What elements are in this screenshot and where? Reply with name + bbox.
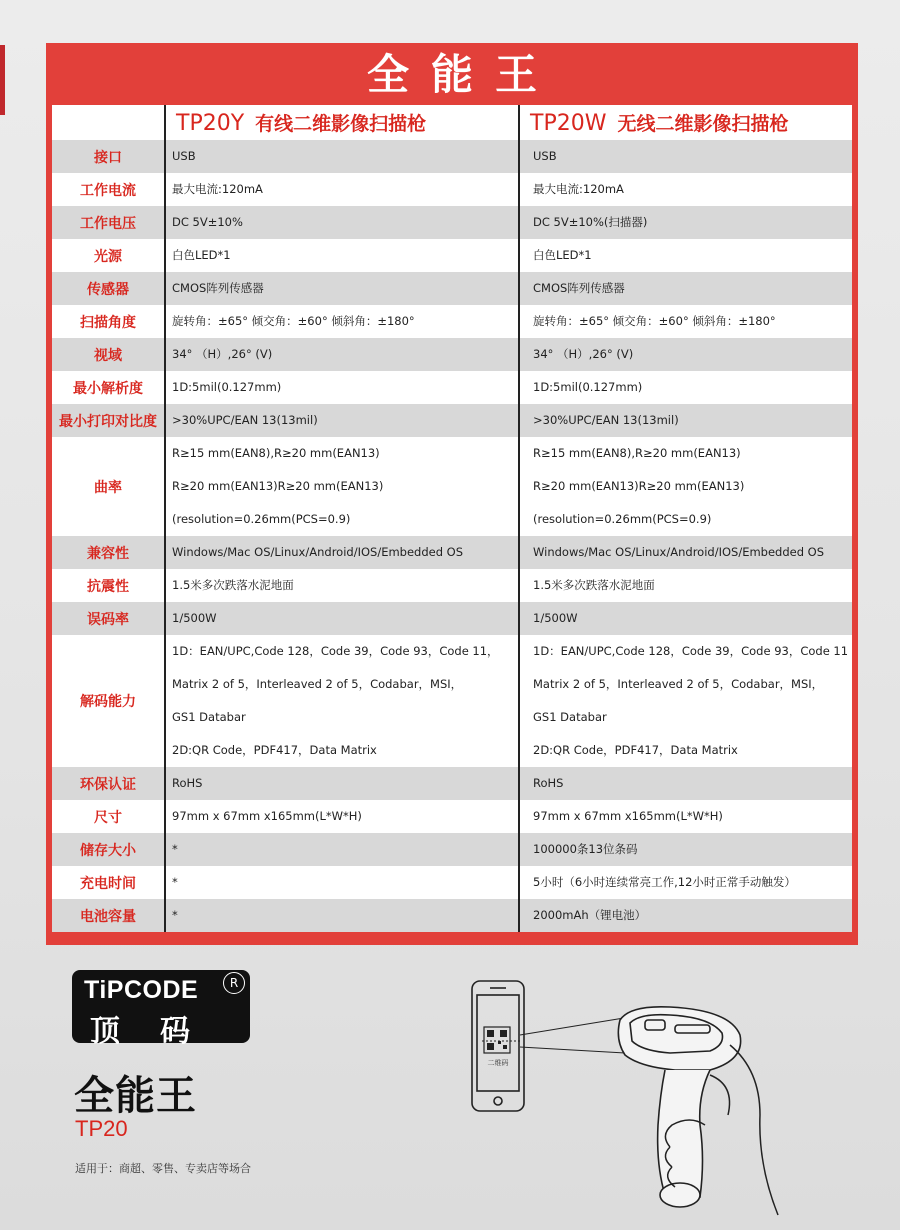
model-header-wireless bbox=[519, 105, 852, 140]
spec-value-wireless bbox=[519, 437, 852, 536]
spec-value-line: 1.5米多次跌落水泥地面 bbox=[172, 578, 294, 592]
spec-label: 抗震性 bbox=[52, 569, 165, 602]
spec-value-wireless bbox=[519, 239, 852, 272]
spec-value-line: RoHS bbox=[533, 776, 564, 790]
spec-value-line: 1D:5mil(0.127mm) bbox=[172, 380, 282, 394]
spec-label: 最小打印对比度 bbox=[52, 404, 165, 437]
spec-value-line: 5小时（6小时连续常亮工作,12小时正常手动触发） bbox=[533, 875, 796, 889]
spec-value-line: DC 5V±10%(扫描器) bbox=[533, 215, 648, 229]
spec-label: 传感器 bbox=[52, 272, 165, 305]
model-header-wired bbox=[165, 105, 519, 140]
spec-value-line: GS1 Databar bbox=[172, 710, 246, 724]
spec-value-line: 1D：EAN/UPC,Code 128，Code 39，Code 93，Code 11， bbox=[172, 644, 499, 658]
product-model: TP20 bbox=[75, 1116, 128, 1141]
spec-row bbox=[52, 140, 852, 173]
spec-row bbox=[52, 536, 852, 569]
spec-value-line: CMOS阵列传感器 bbox=[172, 281, 264, 295]
spec-label: 最小解析度 bbox=[52, 371, 165, 404]
spec-value-wireless bbox=[519, 800, 852, 833]
spec-value-wired bbox=[165, 173, 519, 206]
spec-value-line: CMOS阵列传感器 bbox=[533, 281, 625, 295]
spec-value-line: 白色LED*1 bbox=[533, 248, 592, 262]
spec-value-wireless bbox=[519, 371, 852, 404]
spec-value-line: Matrix 2 of 5，Interleaved 2 of 5，Codabar，MSI， bbox=[533, 677, 824, 691]
spec-value-line: 1/500W bbox=[172, 611, 217, 625]
barcode-scanner-icon bbox=[618, 1007, 740, 1207]
model-name: 有线二维影像扫描枪 bbox=[255, 113, 427, 135]
spec-value-wireless bbox=[519, 635, 852, 767]
spec-value-wired bbox=[165, 338, 519, 371]
spec-label: 环保认证 bbox=[52, 767, 165, 800]
spec-label: 工作电压 bbox=[52, 206, 165, 239]
spec-value-wired bbox=[165, 272, 519, 305]
spec-value-line: R≥15 mm(EAN8),R≥20 mm(EAN13) bbox=[172, 446, 380, 460]
spec-label: 解码能力 bbox=[52, 635, 165, 767]
spec-label: 尺寸 bbox=[52, 800, 165, 833]
spec-label: 电池容量 bbox=[52, 899, 165, 932]
spec-value-line: 1.5米多次跌落水泥地面 bbox=[533, 578, 655, 592]
spec-value-line: USB bbox=[172, 149, 196, 163]
model-code: TP20W bbox=[530, 111, 607, 136]
spec-row bbox=[52, 635, 852, 767]
spec-value-line: 34° （H）,26° (V) bbox=[172, 347, 273, 361]
registered-mark: R bbox=[223, 972, 245, 994]
spec-row bbox=[52, 767, 852, 800]
spec-row bbox=[52, 272, 852, 305]
spec-value-line: 旋转角：±65° 倾交角：±60° 倾斜角：±180° bbox=[533, 314, 776, 328]
spec-value-line: 97mm x 67mm x165mm(L*W*H) bbox=[533, 809, 723, 823]
spec-label: 工作电流 bbox=[52, 173, 165, 206]
panel-title: 全能王 bbox=[366, 50, 559, 99]
spec-value-line: R≥15 mm(EAN8),R≥20 mm(EAN13) bbox=[533, 446, 741, 460]
spec-value-wired bbox=[165, 635, 519, 767]
spec-value-line: Windows/Mac OS/Linux/Android/IOS/Embedded OS bbox=[533, 545, 825, 559]
phone-icon bbox=[472, 981, 524, 1111]
spec-value-wired bbox=[165, 833, 519, 866]
spec-value-wired bbox=[165, 371, 519, 404]
spec-value-wired bbox=[165, 206, 519, 239]
spec-value-line: 2D:QR Code，PDF417，Data Matrix bbox=[533, 743, 738, 757]
spec-value-wireless bbox=[519, 833, 852, 866]
qr-caption: 二维码 bbox=[487, 1059, 509, 1067]
model-code: TP20Y bbox=[176, 111, 245, 136]
spec-value-wireless bbox=[519, 767, 852, 800]
spec-value-wireless bbox=[519, 173, 852, 206]
spec-value-line: >30%UPC/EAN 13(13mil) bbox=[533, 413, 679, 427]
spec-value-line: * bbox=[172, 908, 178, 922]
spec-value-line: 2000mAh（锂电池） bbox=[533, 908, 647, 922]
spec-label: 储存大小 bbox=[52, 833, 165, 866]
spec-row bbox=[52, 602, 852, 635]
spec-value-line: 最大电流:120mA bbox=[172, 182, 263, 196]
spec-label: 视域 bbox=[52, 338, 165, 371]
spec-value-wired bbox=[165, 239, 519, 272]
spec-label: 光源 bbox=[52, 239, 165, 272]
spec-label: 扫描角度 bbox=[52, 305, 165, 338]
brand-logo-en: TiPCODE bbox=[84, 976, 199, 1004]
brand-logo-cn: 顶码 bbox=[90, 1014, 230, 1049]
spec-row bbox=[52, 833, 852, 866]
spec-value-line: Windows/Mac OS/Linux/Android/IOS/Embedded OS bbox=[172, 545, 464, 559]
spec-value-wireless bbox=[519, 206, 852, 239]
spec-value-line: Matrix 2 of 5，Interleaved 2 of 5，Codabar，MSI， bbox=[172, 677, 463, 691]
spec-row bbox=[52, 338, 852, 371]
spec-value-wireless bbox=[519, 338, 852, 371]
spec-value-wired bbox=[165, 866, 519, 899]
spec-value-wired bbox=[165, 536, 519, 569]
left-edge-accent bbox=[0, 45, 5, 115]
header-blank-cell bbox=[52, 105, 165, 140]
spec-row bbox=[52, 404, 852, 437]
product-title: 全能王 bbox=[74, 1073, 197, 1119]
spec-value-line: * bbox=[172, 875, 178, 889]
spec-value-wired bbox=[165, 602, 519, 635]
spec-value-wired bbox=[165, 800, 519, 833]
spec-row bbox=[52, 239, 852, 272]
spec-row bbox=[52, 305, 852, 338]
spec-row bbox=[52, 569, 852, 602]
usage-text: 适用于：商超、零售、专卖店等场合 bbox=[75, 1162, 251, 1175]
spec-value-wired bbox=[165, 767, 519, 800]
spec-value-wired bbox=[165, 569, 519, 602]
spec-row bbox=[52, 371, 852, 404]
spec-value-line: GS1 Databar bbox=[533, 710, 607, 724]
spec-value-line: 2D:QR Code，PDF417，Data Matrix bbox=[172, 743, 377, 757]
spec-value-wireless bbox=[519, 866, 852, 899]
spec-row bbox=[52, 899, 852, 932]
spec-label: 曲率 bbox=[52, 437, 165, 536]
spec-value-line: 1D:5mil(0.127mm) bbox=[533, 380, 643, 394]
spec-value-line: RoHS bbox=[172, 776, 203, 790]
spec-value-wireless bbox=[519, 899, 852, 932]
spec-value-wireless bbox=[519, 536, 852, 569]
spec-value-wired bbox=[165, 140, 519, 173]
spec-value-wired bbox=[165, 437, 519, 536]
spec-row bbox=[52, 866, 852, 899]
spec-value-line: >30%UPC/EAN 13(13mil) bbox=[172, 413, 318, 427]
model-header-row bbox=[52, 105, 852, 140]
spec-value-line: R≥20 mm(EAN13)R≥20 mm(EAN13) bbox=[172, 479, 384, 493]
spec-value-line: 1/500W bbox=[533, 611, 578, 625]
spec-value-line: (resolution=0.26mm(PCS=0.9) bbox=[172, 512, 351, 526]
spec-value-wireless bbox=[519, 140, 852, 173]
spec-table bbox=[52, 105, 852, 932]
spec-value-wired bbox=[165, 404, 519, 437]
spec-value-line: 1D：EAN/UPC,Code 128，Code 39，Code 93，Code 11 bbox=[533, 644, 849, 658]
spec-panel bbox=[46, 43, 858, 945]
spec-value-wireless bbox=[519, 569, 852, 602]
spec-row bbox=[52, 800, 852, 833]
spec-value-wireless bbox=[519, 602, 852, 635]
spec-value-line: 97mm x 67mm x165mm(L*W*H) bbox=[172, 809, 362, 823]
spec-value-line: USB bbox=[533, 149, 557, 163]
spec-value-wireless bbox=[519, 404, 852, 437]
spec-value-line: 100000条13位条码 bbox=[533, 842, 638, 856]
qr-code-icon bbox=[484, 1027, 510, 1053]
scanner-illustration bbox=[460, 975, 790, 1220]
spec-value-line: 白色LED*1 bbox=[172, 248, 231, 262]
spec-value-line: (resolution=0.26mm(PCS=0.9) bbox=[533, 512, 712, 526]
spec-value-wired bbox=[165, 899, 519, 932]
spec-value-wireless bbox=[519, 305, 852, 338]
spec-row bbox=[52, 437, 852, 536]
brand-logo bbox=[72, 970, 250, 1049]
spec-label: 误码率 bbox=[52, 602, 165, 635]
spec-value-wired bbox=[165, 305, 519, 338]
spec-value-line: 最大电流:120mA bbox=[533, 182, 624, 196]
spec-value-line: 34° （H）,26° (V) bbox=[533, 347, 634, 361]
spec-label: 充电时间 bbox=[52, 866, 165, 899]
spec-row bbox=[52, 173, 852, 206]
spec-value-line: 旋转角：±65° 倾交角：±60° 倾斜角：±180° bbox=[172, 314, 415, 328]
spec-value-wireless bbox=[519, 272, 852, 305]
spec-value-line: * bbox=[172, 842, 178, 856]
spec-label: 接口 bbox=[52, 140, 165, 173]
spec-value-line: DC 5V±10% bbox=[172, 215, 243, 229]
spec-value-line: R≥20 mm(EAN13)R≥20 mm(EAN13) bbox=[533, 479, 745, 493]
spec-label: 兼容性 bbox=[52, 536, 165, 569]
spec-row bbox=[52, 206, 852, 239]
model-name: 无线二维影像扫描枪 bbox=[617, 113, 789, 135]
